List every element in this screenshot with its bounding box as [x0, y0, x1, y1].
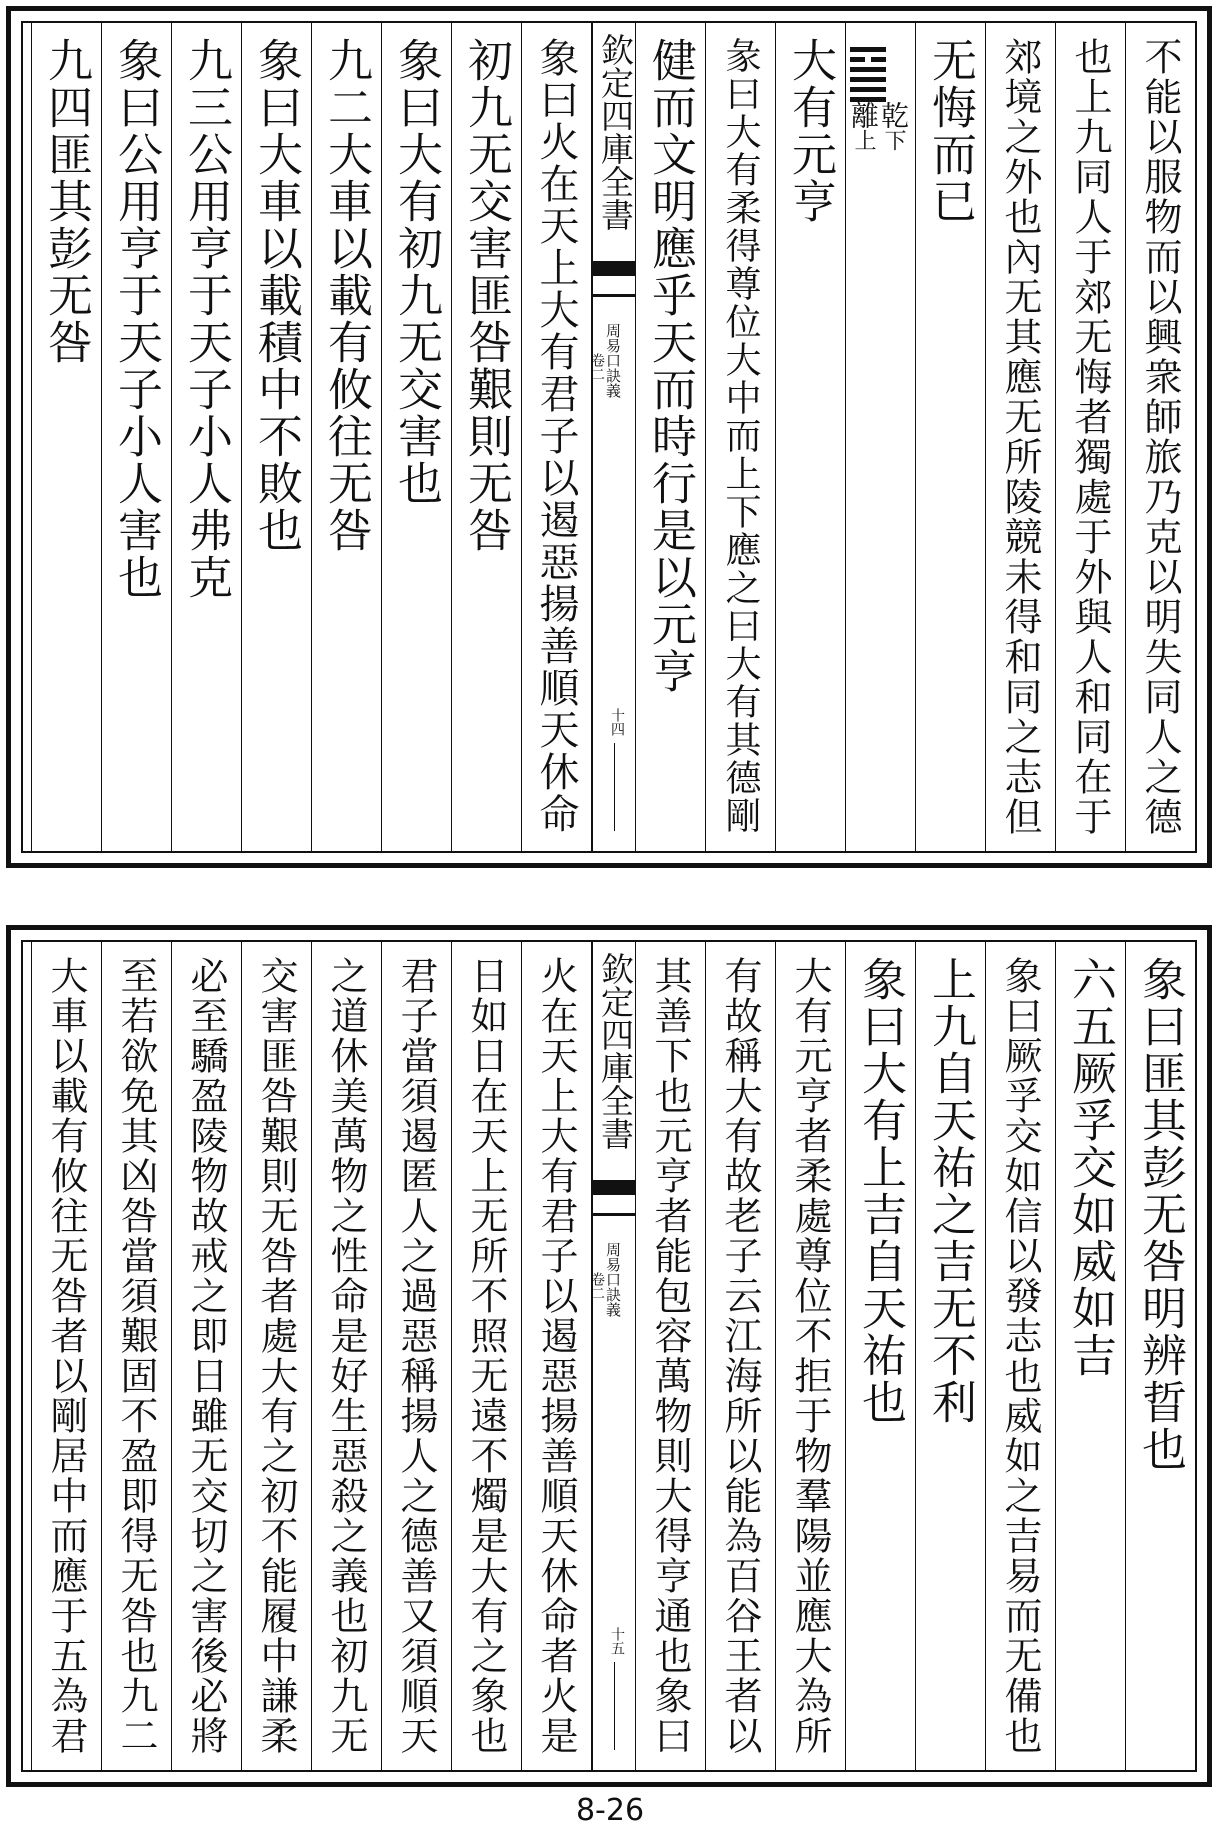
text-column: 象曰大有初九无交害也	[381, 23, 451, 851]
text-column: 大有元亨	[775, 23, 845, 851]
text-column: 其善下也元亨者能包容萬物則大得亨通也象曰	[635, 942, 705, 1770]
fishtail-mark-icon	[593, 261, 635, 297]
text-column: 九四匪其彭无咎	[31, 23, 101, 851]
text-column: 象曰大車以載積中不敗也	[241, 23, 311, 851]
text-column: 九三公用亨于天子小人弗克	[171, 23, 241, 851]
gutter-divider	[614, 1662, 615, 1750]
top-columns	[31, 23, 1195, 851]
upper-trigram-label: 乾下	[877, 101, 910, 151]
text-column: 象曰厥孚交如信以發志也威如之吉易而无備也	[985, 942, 1055, 1770]
gutter-volume: 卷二	[589, 353, 605, 381]
gutter-title: 欽定四庫全書	[596, 33, 635, 231]
hexagram-icon	[850, 47, 886, 107]
text-column: 交害匪咎艱則无咎者處大有之初不能履中謙柔	[241, 942, 311, 1770]
gutter-title: 欽定四庫全書	[596, 952, 635, 1150]
text-column: 不能以服物而以興衆師旅乃克以明失同人之德	[1125, 23, 1195, 851]
text-column: 象曰匪其彭无咎明辨晢也	[1125, 942, 1195, 1770]
text-column: 象曰大有上吉自天祐也	[845, 942, 915, 1770]
bottom-columns	[31, 942, 1195, 1770]
text-column: 也上九同人于郊无悔者獨處于外與人和同在于	[1055, 23, 1125, 851]
gutter-page-number: 十五	[609, 1627, 625, 1655]
bottom-page-frame	[21, 940, 1197, 1772]
bottom-page	[6, 925, 1212, 1787]
text-column: 郊境之外也內无其應无所陵競未得和同之志但	[985, 23, 1055, 851]
text-column: 上九自天祐之吉无不利	[915, 942, 985, 1770]
text-column: 象曰公用亨于天子小人害也	[101, 23, 171, 851]
text-column: 大有元亨者柔處尊位不拒于物羣陽並應大為所	[775, 942, 845, 1770]
gutter-divider	[614, 743, 615, 831]
gutter-volume: 卷二	[589, 1272, 605, 1300]
lower-trigram-label: 離上	[847, 101, 880, 151]
top-page-frame	[21, 21, 1197, 853]
text-column: 彖曰大有柔得尊位大中而上下應之曰大有其德剛	[705, 23, 775, 851]
text-column: 大車以載有攸往无咎者以剛居中而應于五為君	[31, 942, 101, 1770]
text-column: 日如日在天上无所不照无遠不燭是大有之象也	[451, 942, 521, 1770]
page-gutter	[591, 23, 635, 851]
fishtail-mark-icon	[593, 1180, 635, 1216]
text-column: 至若欲免其凶咎當須艱固不盈即得无咎也九二	[101, 942, 171, 1770]
gutter-book-title: 周易口訣義	[604, 1242, 622, 1317]
text-column: 六五厥孚交如威如吉	[1055, 942, 1125, 1770]
page-gutter	[591, 942, 635, 1770]
text-column: 君子當須遏匿人之過惡稱揚人之德善又須順天	[381, 942, 451, 1770]
top-page	[6, 6, 1212, 868]
hexagram-column	[845, 23, 915, 851]
text-column: 有故稱大有故老子云江海所以能為百谷王者以	[705, 942, 775, 1770]
text-column: 之道休美萬物之性命是好生惡殺之義也初九无	[311, 942, 381, 1770]
gutter-page-number: 十四	[609, 708, 625, 736]
page-footer-number: 8-26	[575, 1793, 645, 1828]
text-column: 象曰火在天上大有君子以遏惡揚善順天休命	[521, 23, 591, 851]
gutter-book-title: 周易口訣義	[604, 323, 622, 398]
text-column: 火在天上大有君子以遏惡揚善順天休命者火是	[521, 942, 591, 1770]
text-column: 九二大車以載有攸往无咎	[311, 23, 381, 851]
text-column: 健而文明應乎天而時行是以元亨	[635, 23, 705, 851]
text-column: 必至驕盈陵物故戒之即日雖无交切之害後必將	[171, 942, 241, 1770]
text-column: 初九无交害匪咎艱則无咎	[451, 23, 521, 851]
text-column: 无悔而已	[915, 23, 985, 851]
